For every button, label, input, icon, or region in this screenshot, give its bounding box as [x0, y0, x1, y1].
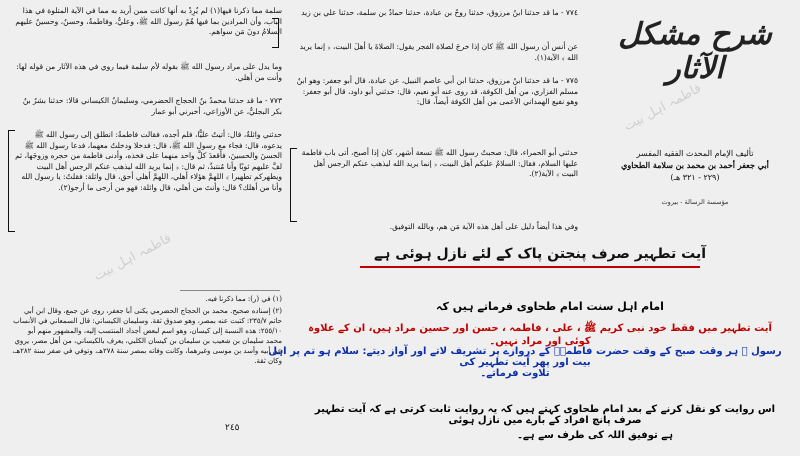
- left-highlight-bracket-1: [272, 18, 279, 48]
- footnote-1: (١) في (ر): مما ذكرنا فيه.: [205, 295, 282, 303]
- middle-para-3: ٧٧٥ - ما قد حدثنا ابنُ مرزوق، حدثنا ابن أبي عاصم النبيل، عن عبادة، قال أبو جعفر: وهو ابنُ مسلم الفزاري، من أهل الكوفة، قد روى عنه أبو نعيم، قال: حدثني أبو داود، قال أبو جعفر: وهو نفيع الهمداني الأعمى من أهل الكوفة أيضاً، قال:: [296, 76, 578, 107]
- watermark-2: فاطمہ اہل بیت: [91, 230, 174, 285]
- urdu-title-underline: [360, 266, 700, 268]
- urdu-subtitle: امام اہل سنت امام طحاوی فرماتے ہیں کہ: [436, 300, 664, 313]
- left-para-4: حدثني واثلةُ، قال: أتيتُ عليًّا، فلم أجده، فقالت فاطمةُ: انطلق إلى رسول الله ﷺ يدعوه، قال: فجاء مع رسول الله ﷺ، قال: فدخلا ودخلتُ معهما، فدعا رسول الله ﷺ الحسنَ والحسينَ، فأقعدَ كلَّ واحد منهما على فخذه، وأدنى فاطمة من حجره وزوجَها، ثم لفَّ عليهم ثوبًا وأنا مُنتبذٌ، ثم قال: ﴿ إنما يريد الله ليذهب عنكم الرجس أهل البيت ويطهركم تطهيرا ﴾ اللهمَّ هؤلاء أهلي، اللهمَّ أهلي أحق، قال واثلة: فقلتُ: يا رسول الله وأنا من أهلك؟ قال: وأنتَ من أهلي، قال واثلة: فهو من أرجى ما أرجو(٢).: [15, 130, 282, 192]
- book-title: شرح مشكل الآثار: [618, 17, 772, 86]
- middle-para-1: ٧٧٤ - ما قد حدثنا ابنُ مرزوق، حدثنا روحُ بن عبادة، حدثنا حمادُ بن سلمة، حدثنا علي بن زيد: [301, 8, 578, 17]
- urdu-title: آیت تطہیر صرف پنجتن پاک کے لئے نازل ہوئی ہے: [373, 246, 707, 262]
- author-dates: (٢٢٩ - ٣٢١ هـ): [670, 173, 720, 182]
- left-para-1: سلمة مما ذكرنا فيها(١) لم يُرِدْ به أنها كانت ممن أريد به مما في الآية المتلوة في هذا الباب، وأن المرادين بما فيها هُمْ رسول الله ﷺ، وعليٌّ، وفاطمةُ، وحسنٌ، وحسينٌ عليهم السلامُ دونَ مَن سواهم.: [15, 6, 282, 37]
- urdu-blue-line-1: رسول ﷺ ہر وقت صبح کے وقت حضرت فاطمہؑ کے دروازے پر تشریف لاتے اور آواز دیتے: سلام ہو تم پر اہل بیت اور پھر آیت تطہیر کی: [268, 346, 782, 368]
- footnote-2: (٢) إسناده صحيح. محمد بن الحجاج الحضرمي يكنى أبا جعفر، روى عن جمع، وقال ابن أبي حاتم ٢٣٥/٧: كتبت عنه بمصر، وهو صدوق ثقة. وسليمان الكيساني: قال السمعاني في الأنساب ٢٥٥/١٠: هذه النسبة إلى كيسان، وهو اسم لبعض أجداد المنتسب إليه، والمشهور منهم أبو محمد سليمان بن شعيب بن سليمان بن كيسان الكلبي، يعرف بالكيساني، من أهل مصر، يروي عن أبيه وأسد بن موسى وغيرهما، وكانت وفاته بمصر سنة ٢٧٨هـ، وتوفي في صفر سنة ٢٨٢هـ، وكان ثقة.: [12, 307, 282, 365]
- watermark-1: فاطمہ اہل بیت: [621, 80, 704, 135]
- urdu-black-line-1: اس روایت کو نقل کرنے کے بعد امام طحاوی کہتے ہیں کہ یہ روایت ثابت کرتی ہے کہ آیت تطہیر صرف پانچ افراد کے بارے میں نازل ہوئی: [314, 404, 776, 426]
- left-para-3: ٧٧٣ - ما قد حدثنا محمدُ بنُ الحجاج الحضرمي، وسليمانُ الكيساني قالا: حدثنا بشرُ بنُ بكر البجليُّ، عن الأوزاعي، أخبرني أبو عمار: [22, 96, 282, 116]
- middle-para-5: وفي هذا أيضاً دليل على أهل هذه الآية مَن هم، وبالله التوفيق.: [389, 222, 578, 231]
- middle-para-4: حدثني أبو الحمراء، قال: صحبتُ رسول الله ﷺ تسعة أشهر، كان إذا أصبح، أتى باب فاطمة عليها السلام، فقال: السلامُ عليكم أهل البيت، ﴿ إنما يريد الله ليذهب عنكم الرجس أهل البيت ﴾ الآية(٢).: [301, 148, 578, 179]
- urdu-blue-line-2: تلاوت فرماتے۔: [480, 368, 550, 379]
- author-line-2: أبي جعفر أحمد بن محمد بن سلامة الطحاوي: [621, 160, 769, 170]
- urdu-black-line-2: ہے توفیق اللہ کی طرف سے ہے۔: [517, 430, 673, 441]
- urdu-red-line: آیت تطہیر میں فقط خود نبی کریم ﷺ ، علی ، فاطمہ ، حسن اور حسین مراد ہیں، ان کے علاوہ کوئی اور مراد نہیں۔: [308, 323, 772, 347]
- publisher: مؤسسة الرسالة - بيروت: [661, 198, 729, 206]
- middle-highlight-bracket: [290, 148, 297, 222]
- middle-para-2: عن أنس أن رسول الله ﷺ كان إذا خرجَ لصلاة الفجر يقول: الصلاةَ يا أهلَ البيت، ﴿ إنما يريد الله ﴾ الآية(١).: [299, 42, 578, 62]
- author-line-1: تأليف الإمام المحدث الفقيه المفسر: [636, 149, 754, 158]
- page-number: ٢٤٥: [225, 423, 240, 433]
- footnote-rule: [180, 290, 280, 291]
- left-highlight-bracket-2: [8, 130, 15, 232]
- left-para-2: وما يدل على مراد رسول الله ﷺ بقوله لأم سلمة فيما روي في هذه الآثار من قوله لها: وأنت من أهلي.: [16, 62, 282, 82]
